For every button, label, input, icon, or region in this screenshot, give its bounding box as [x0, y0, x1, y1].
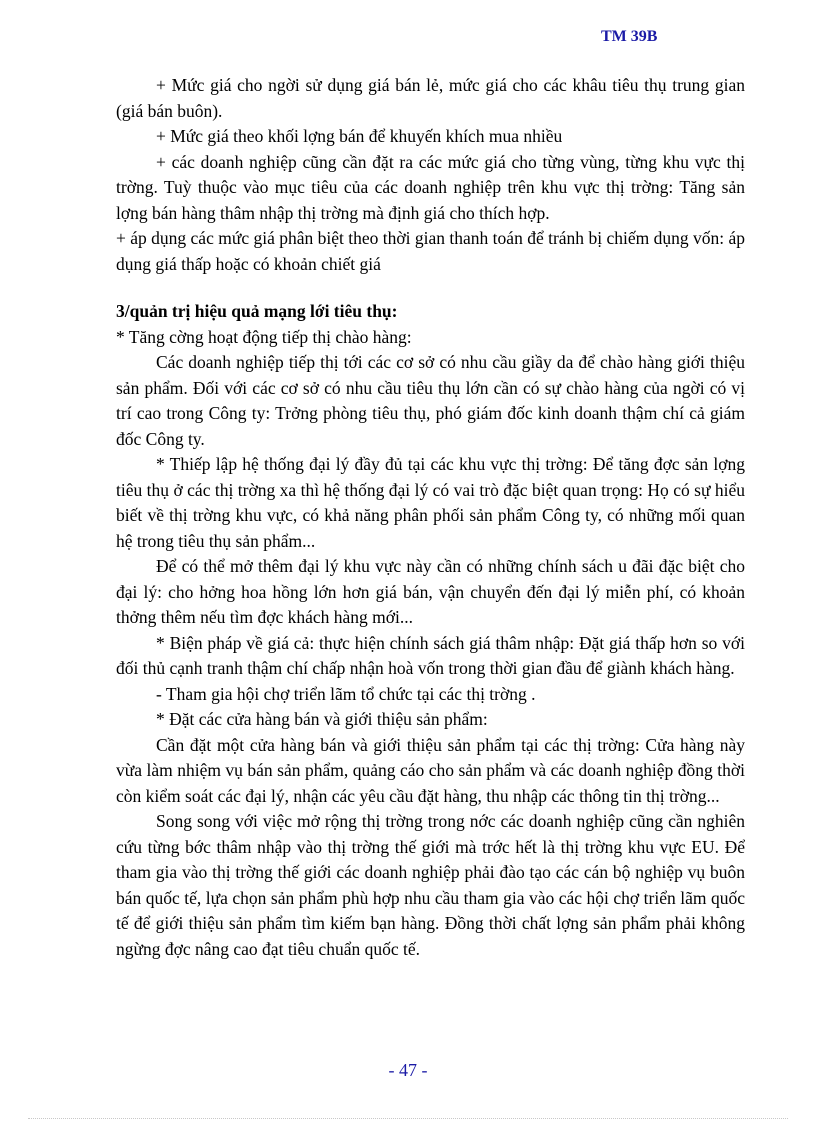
paragraph-3: + các doanh nghiệp cũng cần đặt ra các mức giá cho từng vùng, từng khu vực thị trờng. Tuỳ thuộc vào mục tiêu của các doanh nghiệp trên khu vực thị trờng: Tăng sản lợng bán hàng thâm nhập thị trờng mà định giá cho thích hợp.: [116, 151, 745, 223]
paragraph-7: * Thiếp lập hệ thống đại lý đầy đủ tại các khu vực thị trờng: Để tăng đợc sản lợng tiêu thụ ở các thị trờng xa thì hệ thống đại lý có vai trò đặc biệt quan trọng: Họ có sự hiểu biết về thị trờng khu vực, có khả năng phân phối sản phẩm Công ty, có những mối quan hệ trong tiêu thụ sản phẩm...: [116, 454, 745, 551]
paragraph-12: Cần đặt một cửa hàng bán và giới thiệu sản phẩm tại các thị trờng: Cửa hàng này vừa làm nhiệm vụ bán sản phẩm, quảng cáo cho sản phẩm và các doanh nghiệp đồng thời còn kiểm soát các đại lý, nhận các yêu cầu đặt hàng, thu nhập các thông tin thị trờng...: [116, 734, 745, 806]
spacer: [116, 277, 745, 299]
paragraph-8: Để có thể mở thêm đại lý khu vực này cần có những chính sách u đãi đặc biệt cho đại lý: cho hởng hoa hồng lớn hơn giá bán, vận chuyển đến đại lý miễn phí, có khoản thởng thêm nếu tìm đợc khách hàng mới...: [116, 556, 745, 627]
paragraph-1: + Mức giá cho ngời sử dụng giá bán lẻ, mức giá cho các khâu tiêu thụ trung gian (giá bán buôn).: [116, 75, 745, 121]
page-bottom-divider: [28, 1118, 788, 1119]
paragraph-10: - Tham gia hội chợ triển lãm tổ chức tại các thị trờng .: [156, 683, 536, 704]
paragraph-4: + áp dụng các mức giá phân biệt theo thời gian thanh toán để tránh bị chiếm dụng vốn: áp dụng giá thấp hoặc có khoản chiết giá: [116, 228, 745, 274]
paragraph-9: * Biện pháp về giá cả: thực hiện chính sách giá thâm nhập: Đặt giá thấp hơn so với đối thủ cạnh tranh thậm chí chấp nhận hoà vốn trong thời gian đầu để giành khách hàng.: [116, 632, 745, 678]
section-heading: 3/quản trị hiệu quả mạng lới tiêu thụ:: [116, 301, 398, 321]
page-number: - 47 -: [388, 1060, 428, 1080]
document-body: [116, 73, 745, 962]
paragraph-5: * Tăng cờng hoạt động tiếp thị chào hàng:: [116, 326, 412, 347]
document-code: TM 39B: [601, 28, 658, 45]
paragraph-13: Song song với việc mở rộng thị trờng trong nớc các doanh nghiệp cũng cần nghiên cứu từng bớc thâm nhập vào thị trờng thế giới mà trớc hết là thị trờng khu vực EU. Để tham gia vào thị trờng thế giới các doanh nghiệp phải đào tạo các cán bộ nghiệp vụ buôn bán quốc tế, lựa chọn sản phẩm phù hợp nhu cầu tham gia vào các hội chợ triển lãm quốc tế để giới thiệu sản phẩm tìm kiếm bạn hàng. Đồng thời chất lợng sản phẩm phải không ngừng đợc nâng cao đạt tiêu chuẩn quốc tế.: [116, 811, 745, 959]
paragraph-11: * Đặt các cửa hàng bán và giới thiệu sản phẩm:: [156, 709, 488, 729]
paragraph-6: Các doanh nghiệp tiếp thị tới các cơ sở có nhu cầu giầy da để chào hàng giới thiệu sản phẩm. Đối với các cơ sở có nhu cầu tiêu thụ lớn cần có sự chào hàng của ngời có vị trí cao trong Công ty: Trởng phòng tiêu thụ, phó giám đốc kinh doanh thậm chí cả giám đốc Công ty.: [116, 352, 745, 449]
paragraph-2: + Mức giá theo khối lợng bán để khuyến khích mua nhiều: [156, 126, 563, 146]
